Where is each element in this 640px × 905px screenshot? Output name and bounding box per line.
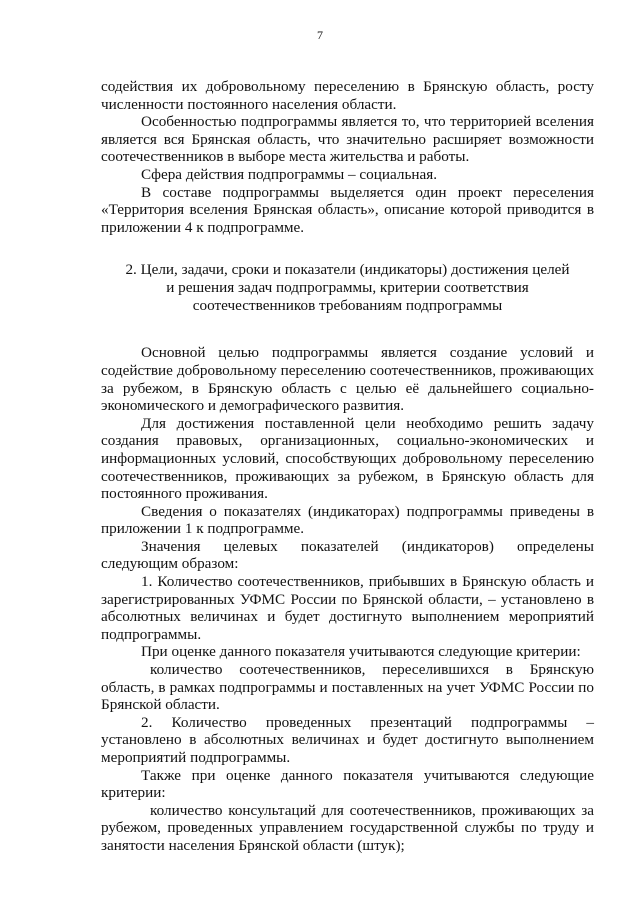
paragraph: количество соотечественников, переселившихся в Брянскую область, в рамках подпрограммы и поставленных на учет УФМС России по Брянской области. [101, 661, 594, 714]
page-number: 7 [317, 28, 323, 42]
section-heading-line: 2. Цели, задачи, сроки и показатели (индикаторы) достижения целей [125, 261, 570, 279]
document-body [101, 78, 594, 855]
paragraph: Особенностью подпрограммы является то, что территорией вселения является вся Брянская область, что значительно расширяет возможности соотечественников в выборе места жительства и работы. [101, 113, 594, 166]
section-heading [101, 261, 594, 315]
paragraph: Сведения о показателях (индикаторах) подпрограммы приведены в приложении 1 к подпрограмме. [101, 502, 594, 538]
paragraph-continuation: содействия их добровольному переселению в Брянскую область, росту численности постоянного населения области. [101, 78, 594, 113]
paragraph: В составе подпрограммы выделяется один проект переселения «Территория вселения Брянская область», описание которой приводится в приложении 4 к подпрограмме. [101, 183, 594, 236]
paragraph: 1. Количество соотечественников, прибывших в Брянскую область и зарегистрированных УФМС России по Брянской области, – установлено в абсолютных величинах и будет достигнуто выполнением мероприятий подпрограммы. [101, 573, 594, 643]
paragraph: Для достижения поставленной цели необходимо решить задачу создания правовых, организационных, социально-экономических и информационных условий, способствующих добровольному переселению соотечественников, проживающих за рубежом, в Брянскую область для постоянного проживания. [101, 414, 594, 503]
paragraph: Сфера действия подпрограммы – социальная. [141, 165, 438, 183]
paragraph: 2. Количество проведенных презентаций подпрограммы – установлено в абсолютных величинах и будет достигнуто выполнением мероприятий подпрограммы. [101, 713, 594, 766]
paragraph: Значения целевых показателей (индикаторов) определены следующим образом: [101, 537, 594, 573]
paragraph: Также при оценке данного показателя учитываются следующие критерии: [101, 766, 594, 802]
paragraph: Основной целью подпрограммы является создание условий и содействие добровольному переселению соотечественников, проживающих за рубежом, в Брянскую область с целью её дальнейшего социально-экономического и демографического развития. [101, 344, 594, 415]
section-heading-line: соотечественников требованиям подпрограммы [192, 297, 503, 315]
paragraph: При оценке данного показателя учитываются следующие критерии: [141, 643, 581, 661]
section-heading-line: и решения задач подпрограммы, критерии соответствия [166, 279, 529, 297]
paragraph: количество консультаций для соотечественников, проживающих за рубежом, проведенных управлением государственной службы по труду и занятости населения Брянской области (штук); [101, 801, 594, 854]
